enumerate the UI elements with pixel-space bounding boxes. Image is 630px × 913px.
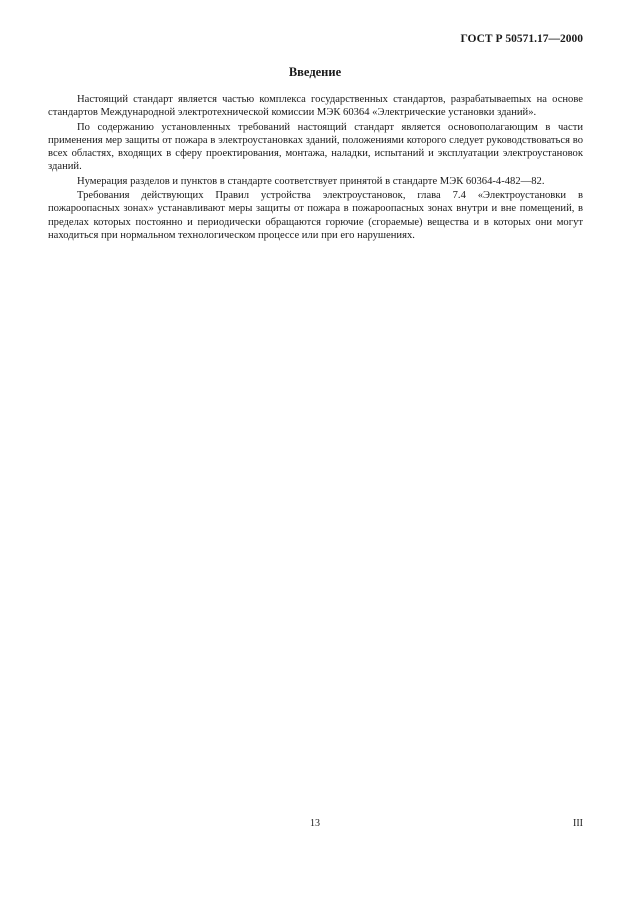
body-text (48, 93, 583, 243)
paragraph-1: Настоящий стандарт является частью комплекса государственных стандартов, разрабатываеmых на основе стандартов Международной электротехнической комиссии МЭК 60364 «Электрические установки зданий». (48, 94, 583, 119)
roman-page-number: III (573, 818, 583, 829)
paragraph-3: Нумерация разделов и пунктов в стандарте соответствует принятой в стандарте МЭК 60364-4-482—82. (77, 175, 545, 187)
paragraph-2: По содержанию установленных требований настоящий стандарт является основополагающим в части применения мер защиты от пожара в электроустановках зданий, положениями которого следует руководствоваться во всех областях, входящих в сферу проектирования, монтажа, наладки, испытаний и эксплуатации электроустановок зданий. (48, 121, 583, 173)
document-code-header: ГОСТ Р 50571.17—2000 (460, 33, 583, 45)
page-number: 13 (310, 818, 320, 829)
paragraph-4: Требования действующих Правил устройства электроустановок, глава 7.4 «Электроустановки в пожароопасных зонах» устанавливают меры защиты от пожара в пожароопасных зонах внутри и вне помещений, в пределах которых постоянно и периодически обращаются горючие (сгораемые) вещества и в которых они могут находиться при нормальном технологическом процессе или при его нарушениях. (48, 190, 583, 241)
section-title: Введение (288, 65, 342, 79)
